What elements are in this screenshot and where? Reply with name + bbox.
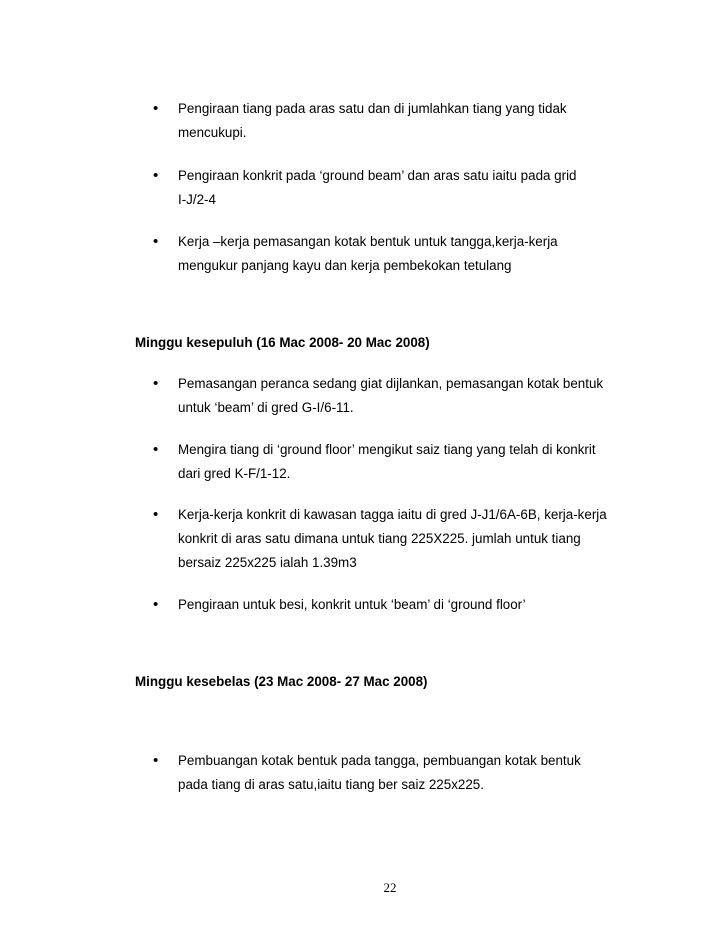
list-item-line: Pengiraan tiang pada aras satu dan di jumlahkan tiang yang tidak [178, 101, 567, 116]
section-heading: Minggu kesebelas (23 Mac 2008- 27 Mac 2008) [135, 674, 428, 689]
list-item-line: mencukupi. [178, 125, 247, 140]
bullet-icon: • [153, 596, 159, 613]
bullet-icon: • [153, 100, 159, 117]
section-heading: Minggu kesepuluh (16 Mac 2008- 20 Mac 2008) [135, 335, 430, 350]
list-item-line: Kerja –kerja pemasangan kotak bentuk untuk tangga,kerja-kerja [178, 234, 558, 249]
list-item-line: I-J/2-4 [178, 192, 216, 207]
list-item-line: mengukur panjang kayu dan kerja pembekokan tetulang [178, 258, 512, 273]
list-item-line: konkrit di aras satu dimana untuk tiang 225X225. jumlah untuk tiang [178, 531, 581, 546]
list-item-line: Pemasangan peranca sedang giat dijlankan, pemasangan kotak bentuk [178, 376, 604, 391]
bullet-icon: • [153, 506, 159, 523]
bullet-icon: • [153, 167, 159, 184]
list-item [178, 372, 648, 420]
list-item [178, 438, 648, 486]
bullet-icon: • [153, 233, 159, 250]
list-item-line: Mengira tiang di ‘ground floor’ mengikut saiz tiang yang telah di konkrit [178, 442, 596, 457]
list-item [178, 503, 648, 575]
list-item [178, 749, 648, 797]
list-item [178, 164, 648, 212]
bullet-icon: • [153, 441, 159, 458]
list-item-line: untuk ‘beam’ di gred G-I/6-11. [178, 400, 354, 415]
list-item-line: pada tiang di aras satu,iaitu tiang ber saiz 225x225. [178, 777, 484, 792]
list-item [178, 593, 648, 617]
list-item-line: bersaiz 225x225 ialah 1.39m3 [178, 555, 357, 570]
list-item [178, 97, 648, 145]
list-item-line: dari gred K-F/1-12. [178, 466, 291, 481]
list-item-line: Pembuangan kotak bentuk pada tangga, pembuangan kotak bentuk [178, 753, 581, 768]
list-item-line: Pengiraan untuk besi, konkrit untuk ‘beam’ di ‘ground floor’ [178, 597, 526, 612]
page-number: 22 [383, 880, 397, 895]
list-item [178, 230, 648, 278]
list-item-line: Kerja-kerja konkrit di kawasan tagga iaitu di gred J-J1/6A-6B, kerja-kerja [178, 507, 607, 522]
bullet-icon: • [153, 752, 159, 769]
list-item-line: Pengiraan konkrit pada ‘ground beam’ dan aras satu iaitu pada grid [178, 168, 577, 183]
bullet-icon: • [153, 375, 159, 392]
